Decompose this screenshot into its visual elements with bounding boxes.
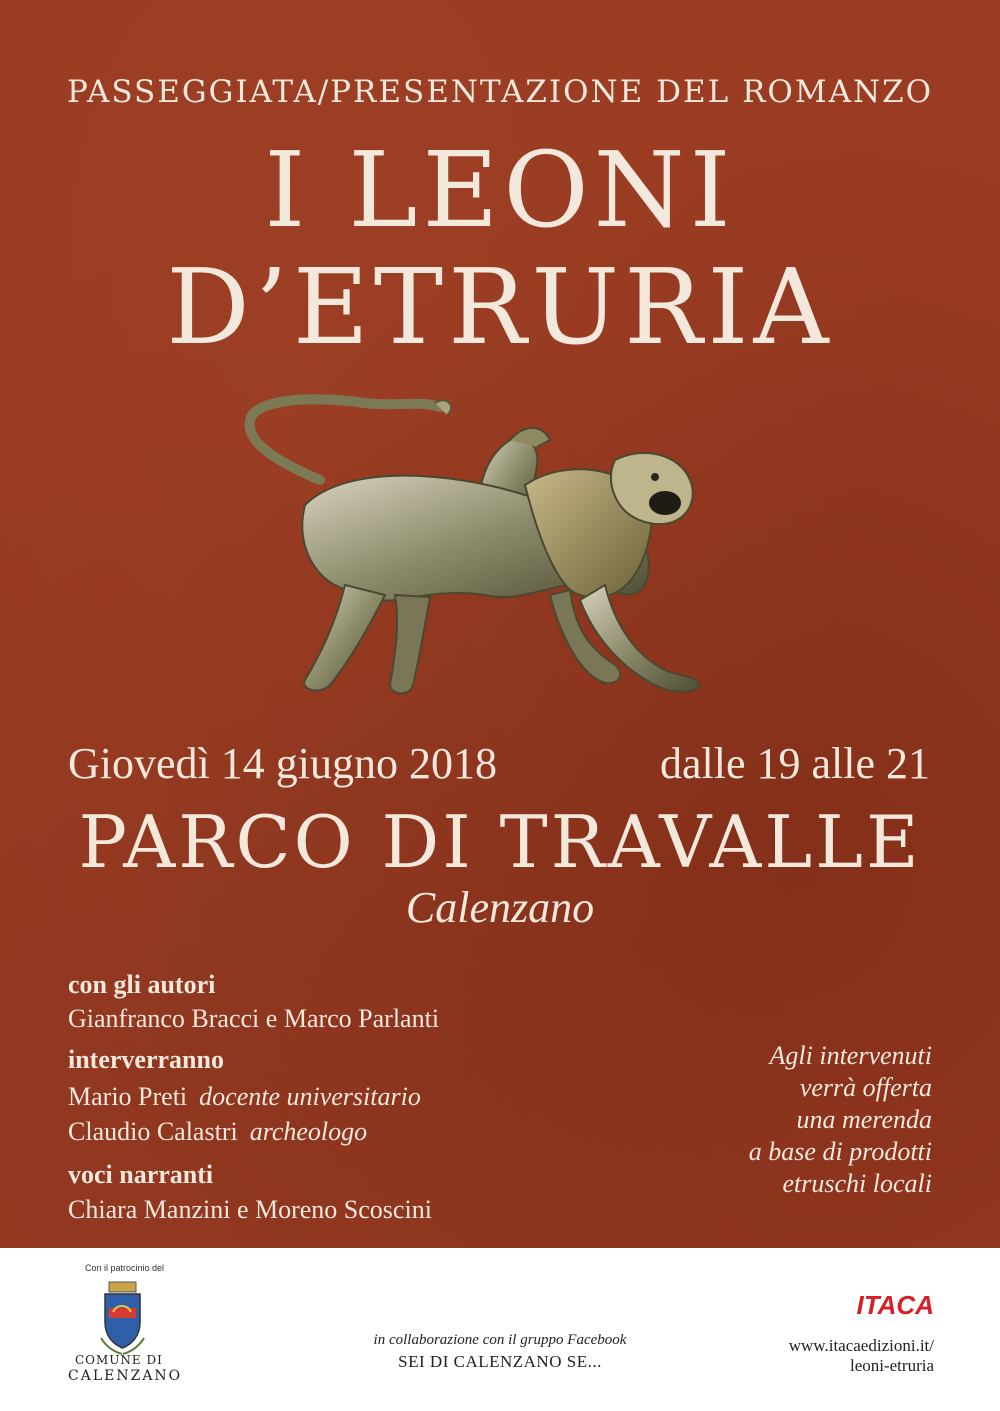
publisher-url-line-1[interactable]: www.itacaedizioni.it/ xyxy=(788,1336,934,1355)
comune-name: CALENZANO xyxy=(68,1368,183,1384)
authors-names: Gianfranco Bracci e Marco Parlanti xyxy=(68,1004,440,1033)
publisher-url-line-2[interactable]: leoni-etruria xyxy=(849,1356,934,1375)
note-line: a base di prodotti xyxy=(748,1137,932,1166)
footer xyxy=(0,1248,1000,1411)
chimera-lion-illustration xyxy=(225,385,725,720)
speaker-1 xyxy=(68,1082,421,1112)
note-line: Agli intervenuti xyxy=(769,1041,932,1070)
speaker-1-name: Mario Preti xyxy=(68,1082,188,1111)
voices-label: voci narranti xyxy=(68,1160,214,1189)
speaker-1-role: docente universitario xyxy=(199,1082,421,1111)
event-venue: PARCO DI TRAVALLE xyxy=(78,800,922,884)
facebook-group: SEI DI CALENZANO SE... xyxy=(398,1352,602,1371)
speaker-2-role: archeologo xyxy=(249,1117,368,1146)
note-line: verrà offerta xyxy=(799,1073,932,1102)
event-town: Calenzano xyxy=(405,883,595,932)
title-line-2: D’ETRURIA xyxy=(166,246,834,368)
event-time: dalle 19 alle 21 xyxy=(659,739,930,788)
speakers-label: interverranno xyxy=(68,1045,224,1074)
speaker-2 xyxy=(68,1117,367,1147)
refreshment-note xyxy=(749,1040,932,1200)
itaca-logo: ITACA xyxy=(856,1290,934,1320)
patronage-label: Con il patrocinio del xyxy=(85,1263,165,1273)
speaker-2-name: Claudio Calastri xyxy=(68,1117,238,1146)
event-date: Giovedì 14 giugno 2018 xyxy=(68,739,497,788)
note-line: una merenda xyxy=(796,1105,932,1134)
subtitle: PASSEGGIATA/PRESENTAZIONE DEL ROMANZO xyxy=(66,74,934,110)
collaboration-note: in collaborazione con il gruppo Facebook xyxy=(373,1332,627,1348)
comune-label: COMUNE DI xyxy=(75,1353,163,1367)
note-line: etruschi locali xyxy=(782,1169,932,1198)
authors-label: con gli autori xyxy=(68,970,216,999)
title-line-1: I LEONI xyxy=(264,129,736,251)
voices-names: Chiara Manzini e Moreno Scoscini xyxy=(68,1195,432,1224)
